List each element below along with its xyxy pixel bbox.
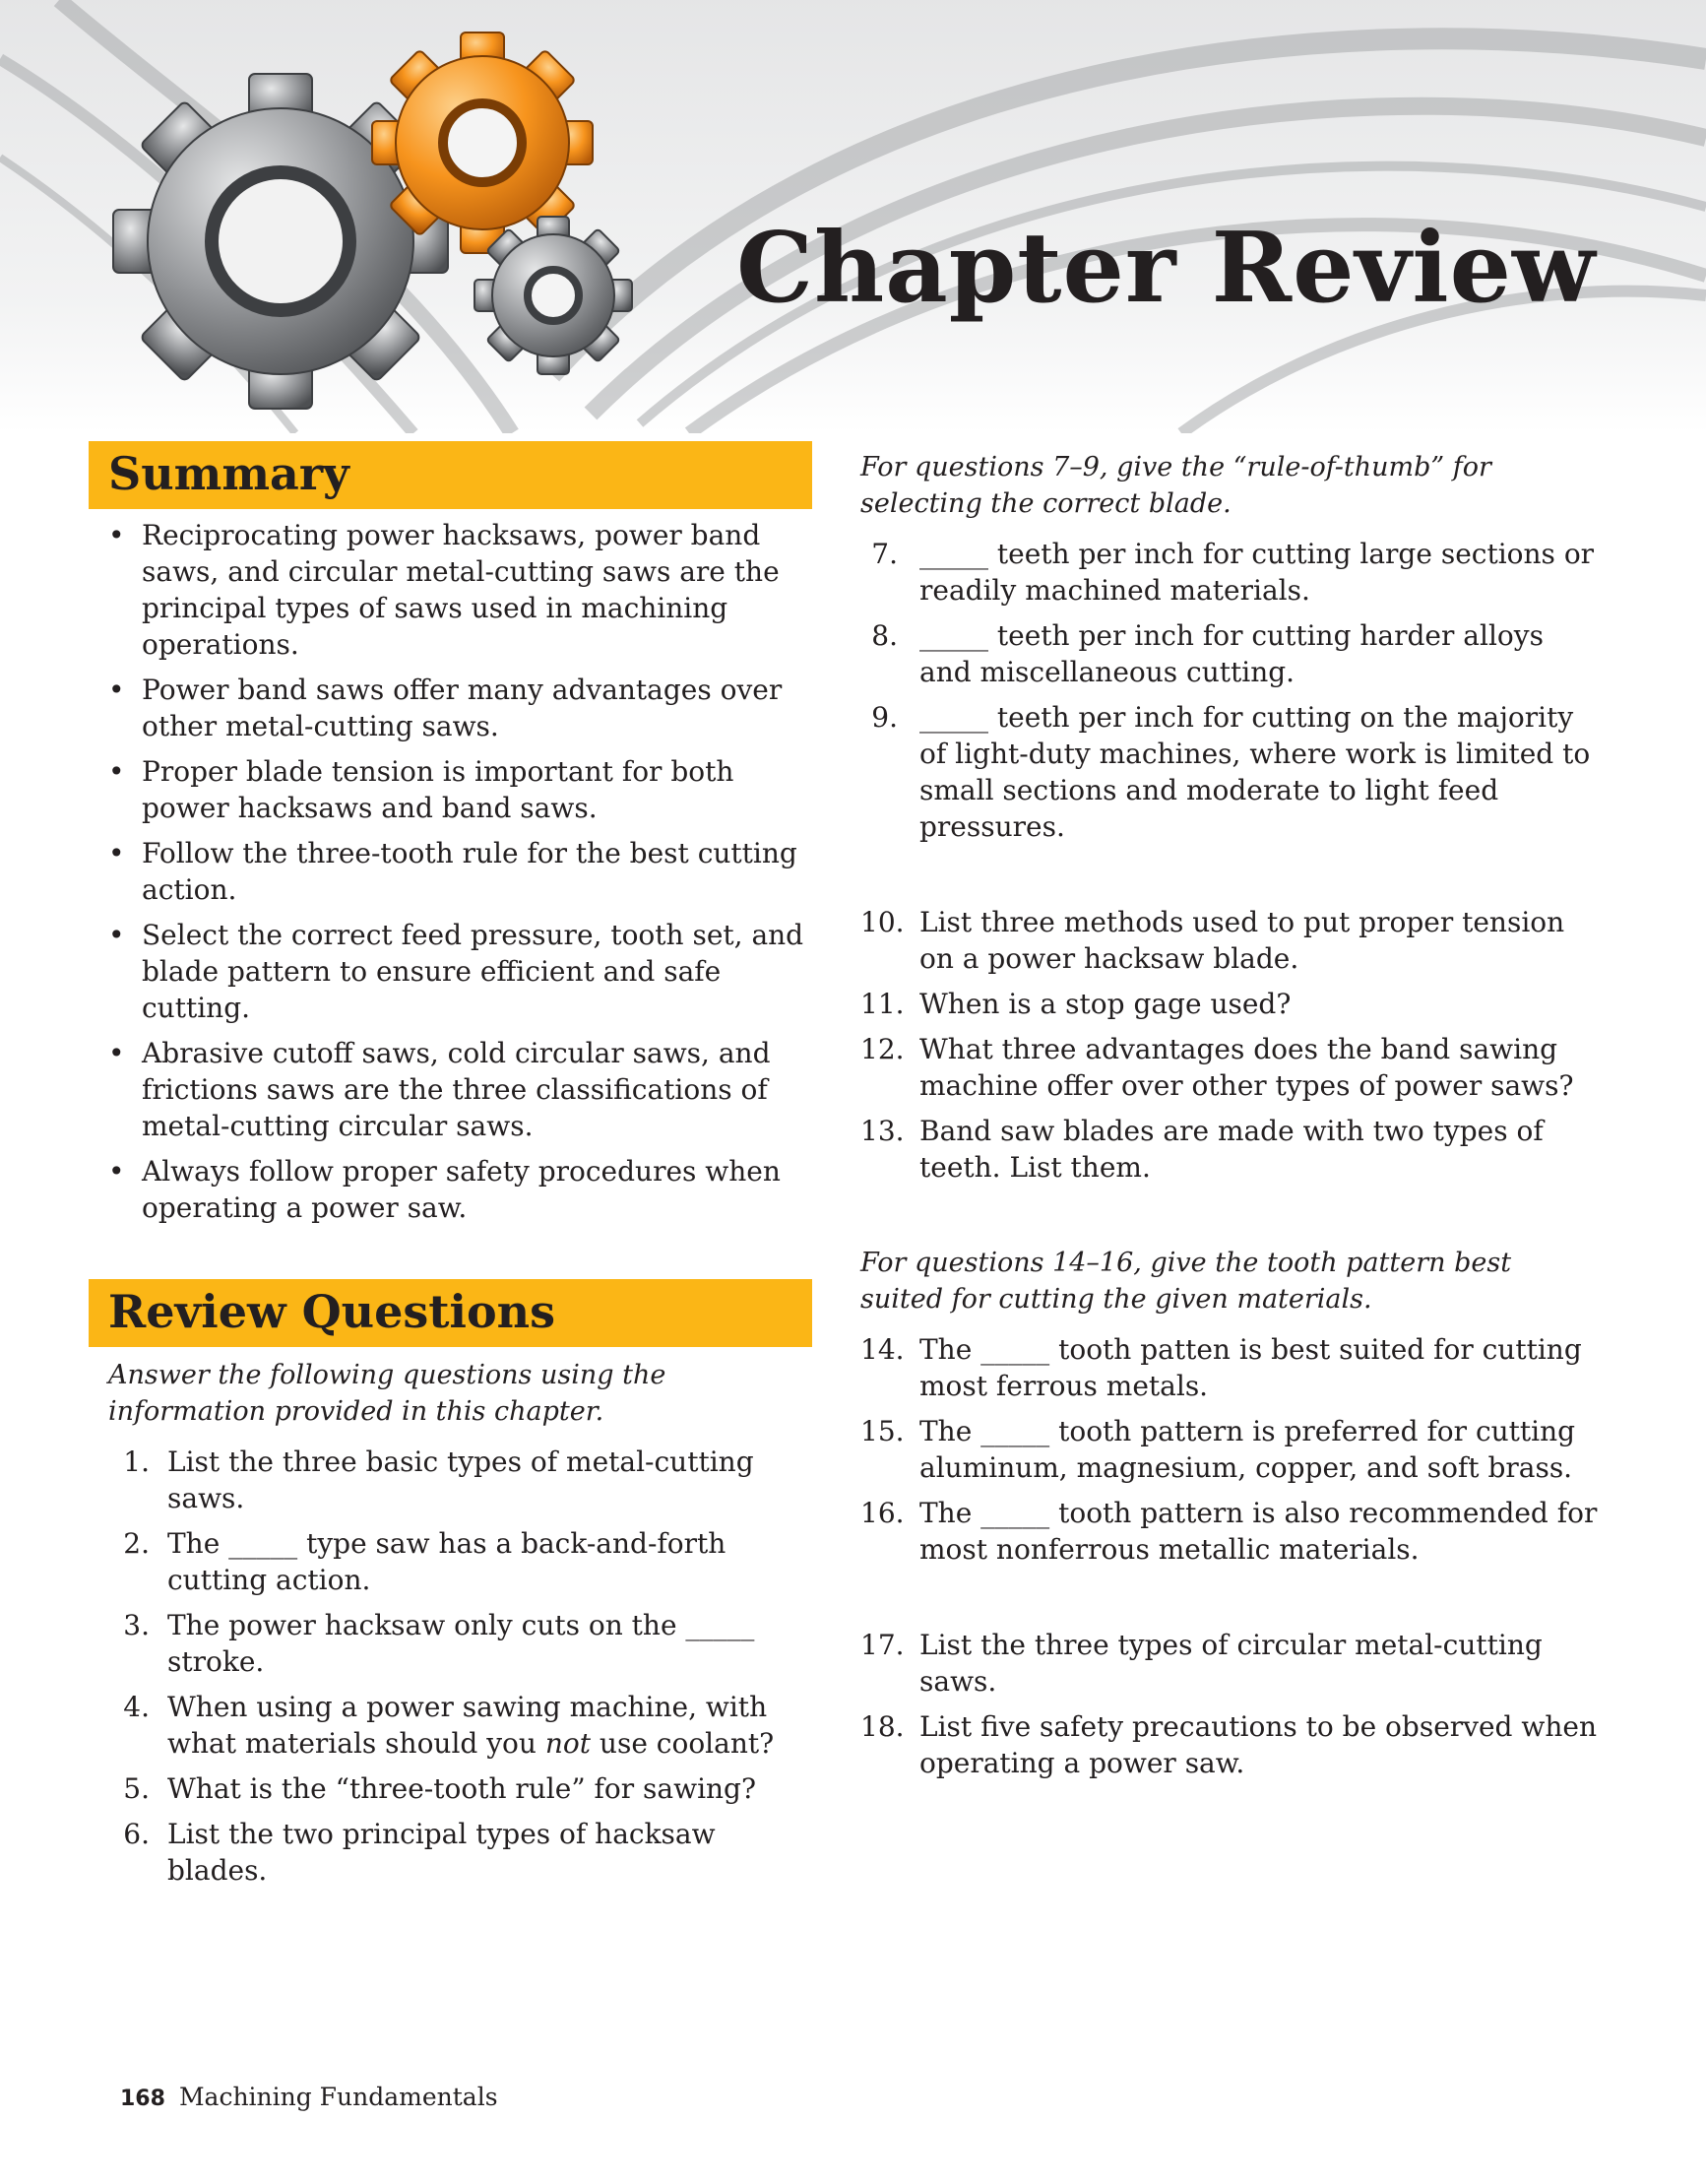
bullet-icon: • — [108, 1037, 125, 1069]
question-item: 8. _____ teeth per inch for cutting harder alloys and miscellaneous cutting. — [871, 619, 1544, 688]
question-item: 4. When using a power sawing machine, with what materials should you not use coolant? — [123, 1691, 775, 1760]
page-footer — [120, 2083, 498, 2111]
review-instruction: Answer the following questions using the information provided in this chapter. — [108, 1360, 666, 1427]
page-title: Chapter Review — [736, 212, 1597, 325]
instruction-7-9: For questions 7–9, give the “rule-of-thumb” for selecting the correct blade. — [860, 452, 1491, 519]
question-item: 16. The _____ tooth pattern is also recommended for most nonferrous metallic materials. — [860, 1497, 1598, 1566]
list-item: • Select the correct feed pressure, tooth set, and blade pattern to ensure efficient and safe cutting. — [108, 919, 804, 1024]
question-item: 1. List the three basic types of metal-cutting saws. — [123, 1445, 754, 1514]
gear-icon — [474, 217, 632, 374]
list-item: • Always follow proper safety procedures when operating a power saw. — [108, 1155, 781, 1224]
question-item: 17. List the three types of circular metal-cutting saws. — [860, 1629, 1543, 1698]
question-item: 7. _____ teeth per inch for cutting large sections or readily machined materials. — [871, 538, 1595, 607]
question-list — [860, 536, 1599, 845]
book-title: Machining Fundamentals — [178, 2083, 498, 2111]
right-column — [860, 449, 1599, 1790]
bullet-icon: • — [108, 1155, 125, 1188]
page-number: 168 — [120, 2087, 165, 2111]
list-item: • Follow the three-tooth rule for the best cutting action. — [108, 837, 797, 906]
question-item: 12. What three advantages does the band sawing machine offer over other types of power saws? — [860, 1033, 1574, 1102]
list-item: • Abrasive cutoff saws, cold circular saws, and frictions saws are the three classifications of metal-cutting circular saws. — [108, 1037, 771, 1142]
review-questions-heading: Review Questions — [108, 1285, 556, 1338]
question-item: 15. The _____ tooth pattern is preferred for cutting aluminum, magnesium, copper, and soft brass. — [860, 1415, 1576, 1484]
question-item: 18. List five safety precautions to be observed when operating a power saw. — [860, 1710, 1597, 1779]
list-item: • Power band saws offer many advantages over other metal-cutting saws. — [108, 674, 783, 742]
bullet-icon: • — [108, 919, 125, 951]
question-list — [860, 904, 1599, 1186]
review-questions-header — [89, 1279, 812, 1347]
question-item: 11. When is a stop gage used? — [860, 988, 1292, 1020]
question-list — [860, 1627, 1599, 1781]
question-item: 10. List three methods used to put proper tension on a power hacksaw blade. — [860, 906, 1565, 975]
bullet-icon: • — [108, 837, 125, 869]
instruction-14-16: For questions 14–16, give the tooth pattern best suited for cutting the given materials. — [860, 1248, 1512, 1315]
bullet-icon: • — [108, 674, 125, 706]
left-column — [89, 441, 812, 1897]
list-item: • Proper blade tension is important for both power hacksaws and band saws. — [108, 755, 734, 824]
summary-header — [89, 441, 812, 509]
question-item: 9. _____ teeth per inch for cutting on the majority of light-duty machines, where work is limited to small sections and moderate to light feed pressures. — [871, 701, 1591, 843]
summary-heading: Summary — [108, 447, 349, 500]
question-item: 3. The power hacksaw only cuts on the _____ stroke. — [123, 1609, 755, 1678]
question-item: 14. The _____ tooth patten is best suited for cutting most ferrous metals. — [860, 1333, 1582, 1402]
question-item: 13. Band saw blades are made with two types of teeth. List them. — [860, 1115, 1544, 1184]
question-item: 2. The _____ type saw has a back-and-forth cutting action. — [123, 1527, 727, 1596]
bullet-icon: • — [108, 755, 125, 788]
summary-list — [89, 517, 812, 1226]
bullet-icon: • — [108, 519, 125, 551]
question-list — [108, 1444, 812, 1889]
question-item: 6. List the two principal types of hacksaw blades. — [123, 1818, 716, 1887]
question-list — [860, 1331, 1599, 1568]
question-item: 5. What is the “three-tooth rule” for sawing? — [123, 1772, 756, 1805]
list-item: • Reciprocating power hacksaws, power band saws, and circular metal-cutting saws are the principal types of saws used in machining operations. — [108, 519, 780, 661]
